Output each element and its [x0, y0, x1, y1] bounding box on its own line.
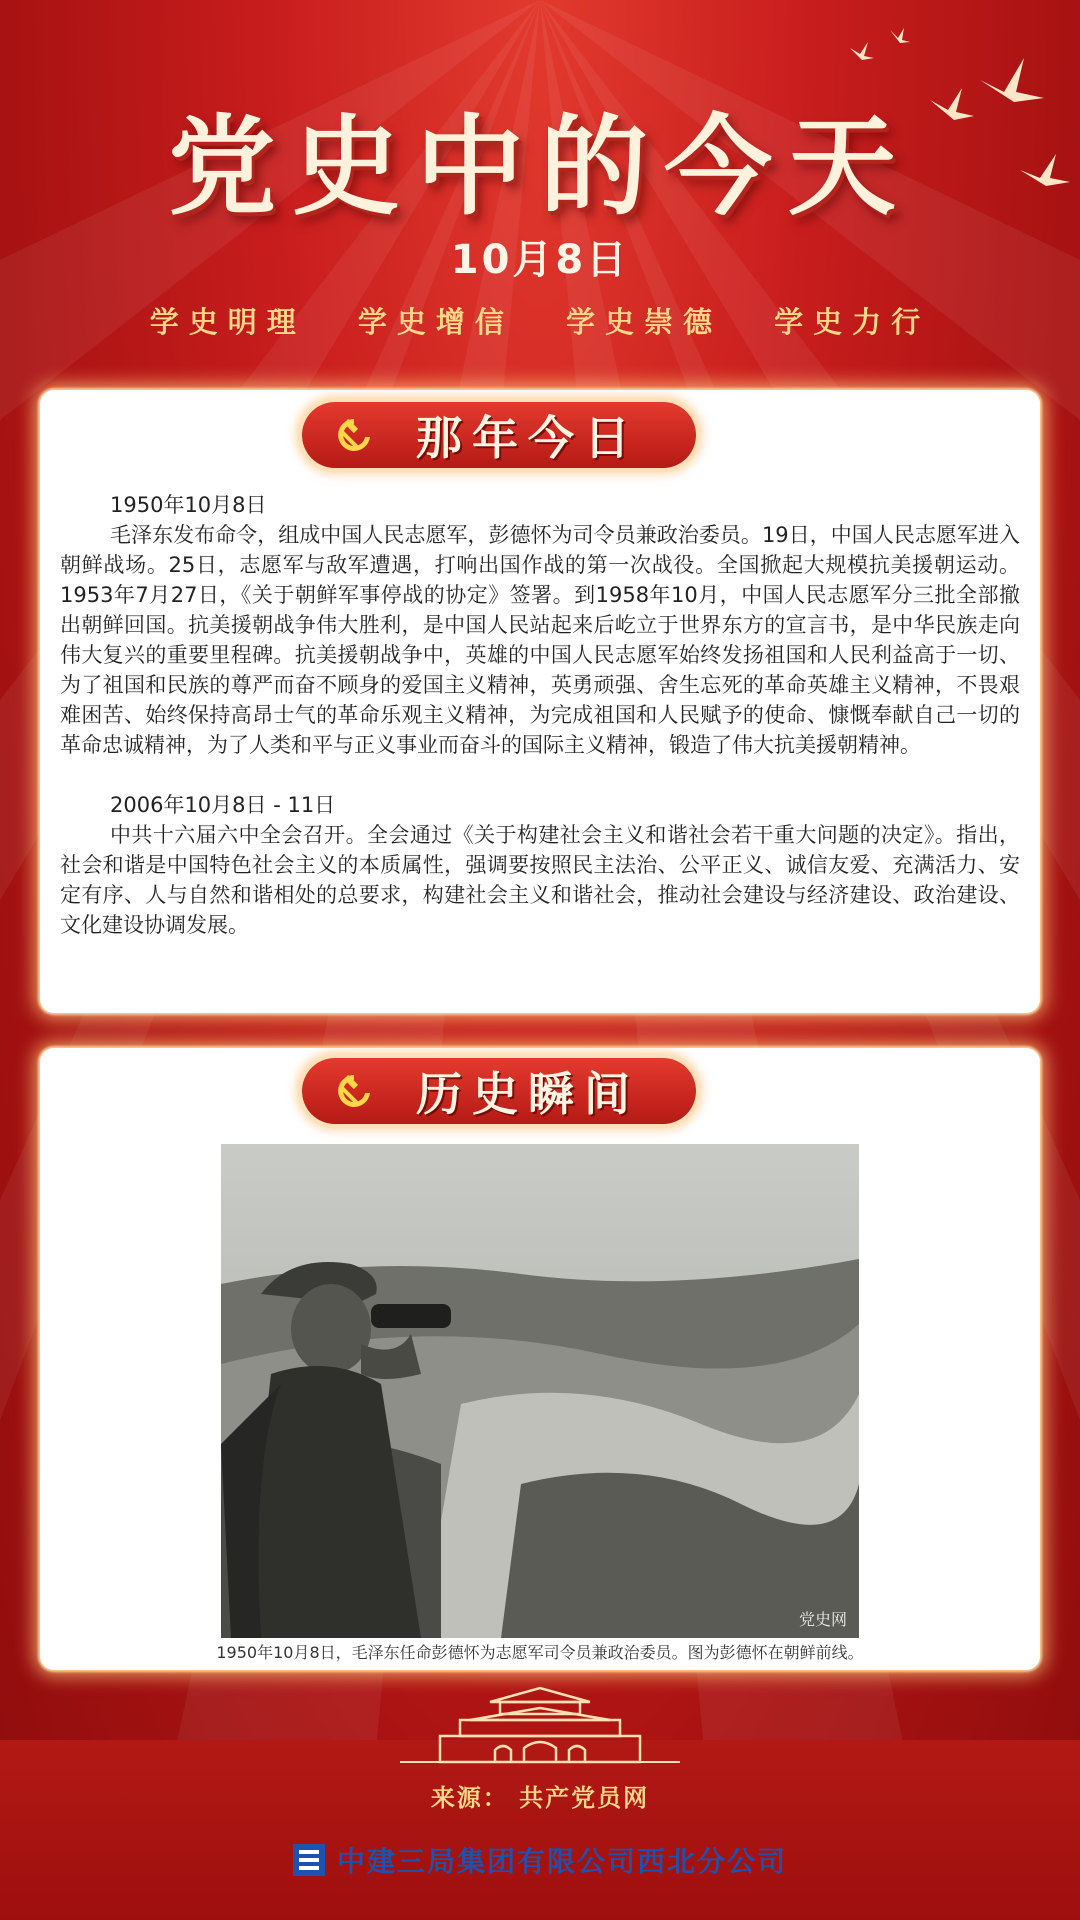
banner-label: 那年今日 [416, 411, 640, 465]
photo-watermark: 党史网 [798, 1610, 847, 1629]
hammer-sickle-icon [332, 413, 376, 457]
history-moment-banner [302, 1058, 696, 1124]
event-item [60, 490, 1020, 760]
event-text: 中共十六届六中全会召开。全会通过《关于构建社会主义和谐社会若干重大问题的决定》。指出，社会和谐是中国特色社会主义的本质属性，强调要按照民主法治、公平正义、诚信友爱、充满活力、安定有序、人与自然和谐相处的总要求，构建社会主义和谐社会，推动社会建设与经济建设、政治建设、文化建设协调发展。 [60, 823, 1020, 937]
this-day-banner [302, 402, 696, 468]
events-list [60, 490, 1020, 940]
slogan-row [0, 300, 1080, 341]
event-item [60, 790, 1020, 940]
banner-label: 历史瞬间 [416, 1067, 640, 1121]
event-date: 1950年10月8日 [110, 493, 267, 517]
event-text: 毛泽东发布命令，组成中国人民志愿军，彭德怀为司令员兼政治委员。19日，中国人民志愿军进入朝鲜战场。25日，志愿军与敌军遭遇，打响出国作战的第一次战役。全国掀起大规模抗美援朝运动。1953年7月27日，《关于朝鲜军事停战的协定》签署。到1958年10月，中国人民志愿军分三批全部撤出朝鲜回国。抗美援朝战争伟大胜利，是中国人民站起来后屹立于世界东方的宣言书，是中华民族走向伟大复兴的重要里程碑。抗美援朝战争中，英雄的中国人民志愿军始终发扬祖国和人民利益高于一切、为了祖国和民族的尊严而奋不顾身的爱国主义精神，英勇顽强、舍生忘死的革命英雄主义精神，不畏艰难困苦、始终保持高昂士气的革命乐观主义精神，为完成祖国和人民赋予的使命、慷慨奉献自己一切的革命忠诚精神，为了人类和平与正义事业而奋斗的国际主义精神，锻造了伟大抗美援朝精神。 [60, 523, 1020, 757]
source-credit: 来源： 共产党员网 [430, 1784, 650, 1812]
company-footer [0, 1840, 1080, 1880]
company-name: 中建三局集团有限公司西北分公司 [336, 1845, 787, 1878]
photo-caption: 1950年10月8日，毛泽东任命彭德怀为志愿军司令员兼政治委员。图为彭德怀在朝鲜前线。 [216, 1643, 864, 1662]
photo-illustration [221, 1144, 859, 1638]
page-title: 党史中的今天 [167, 104, 912, 230]
historical-photo [221, 1144, 859, 1638]
slogan-item: 学史崇德 [566, 305, 723, 339]
footer-band [0, 1740, 1080, 1920]
event-date: 2006年10月8日 - 11日 [110, 793, 336, 817]
slogan-item: 学史明理 [149, 305, 306, 339]
page-date: 10月8日 [450, 237, 630, 283]
slogan-item: 学史增信 [357, 305, 514, 339]
slogan-item: 学史力行 [774, 305, 931, 339]
company-logo-icon [293, 1844, 325, 1876]
tiananmen-gate-icon [400, 1684, 680, 1764]
hammer-sickle-icon [332, 1069, 376, 1113]
